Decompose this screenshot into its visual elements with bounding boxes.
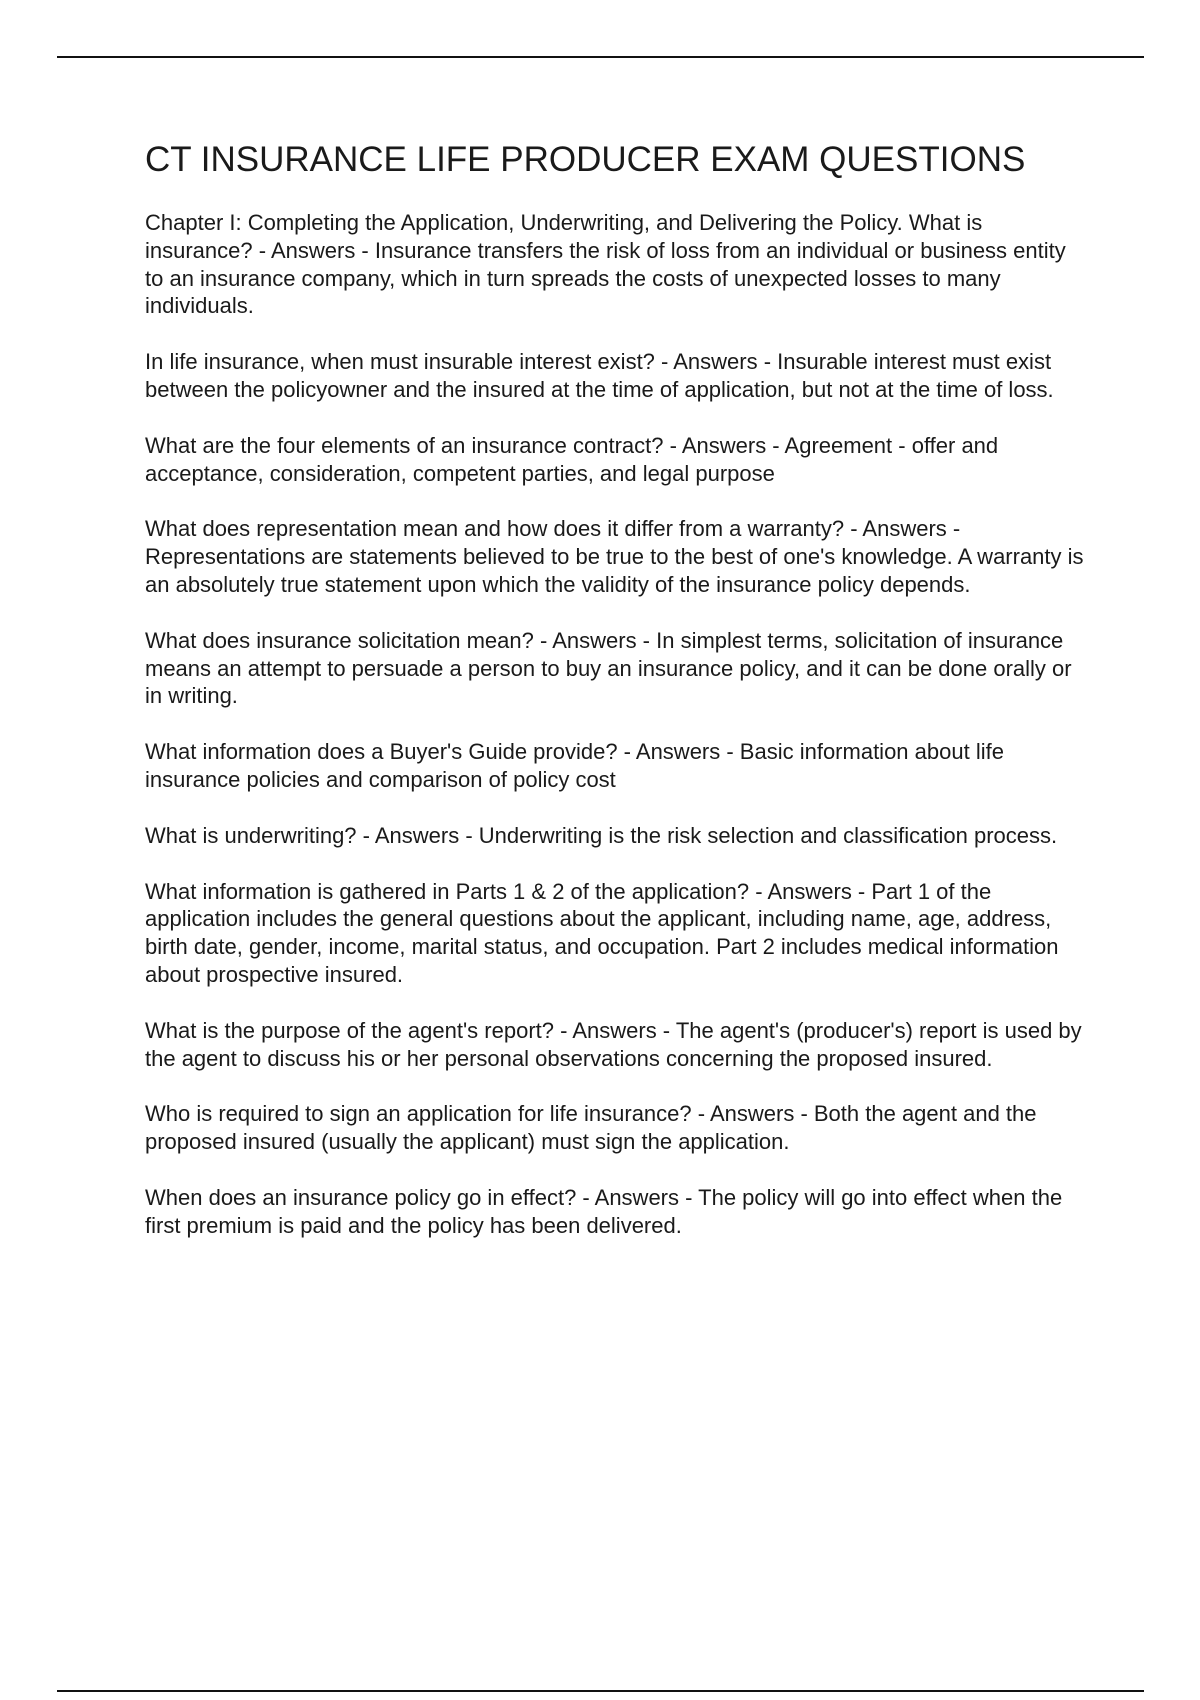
qa-paragraph: When does an insurance policy go in effect? - Answers - The policy will go into effect when the first premium is paid and the policy has been delivered. xyxy=(145,1184,1063,1238)
qa-paragraph: What are the four elements of an insurance contract? - Answers - Agreement - offer and acceptance, consideration, competent parties, and legal purpose xyxy=(145,432,999,486)
qa-paragraph: In life insurance, when must insurable interest exist? - Answers - Insurable interest must exist between the policyowner and the insured at the time of application, but not at the time of loss. xyxy=(145,349,1054,402)
qa-paragraph: What does insurance solicitation mean? - Answers - In simplest terms, solicitation of insurance means an attempt to persuade a person to buy an insurance policy, and it can be done orally or in writing. xyxy=(145,627,1072,709)
document-title: CT INSURANCE LIFE PRODUCER EXAM QUESTIONS xyxy=(145,140,1026,179)
qa-paragraph: What information is gathered in Parts 1 & 2 of the application? - Answers - Part 1 of the application includes the general questions about the applicant, including name, age, address, birth date, gender, income, marital status, and occupation. Part 2 includes medical information about prospective insured. xyxy=(145,878,1059,987)
qa-paragraph: Chapter I: Completing the Application, Underwriting, and Delivering the Policy. What is insurance? - Answers - Insurance transfers the risk of loss from an individual or business entity to an insurance company, which in turn spreads the costs of unexpected losses to many individuals. xyxy=(145,210,1066,319)
qa-paragraph: What is underwriting? - Answers - Underwriting is the risk selection and classification process. xyxy=(145,822,1058,848)
qa-paragraph: What information does a Buyer's Guide provide? - Answers - Basic information about life insurance policies and comparison of policy cost xyxy=(145,739,1004,792)
qa-paragraph: What does representation mean and how does it differ from a warranty? - Answers - Representations are statements believed to be true to the best of one's knowledge. A warranty is an absolutely true statement upon which the validity of the insurance policy depends. xyxy=(145,516,1084,597)
document-body xyxy=(145,140,1090,1268)
qa-paragraph: What is the purpose of the agent's report? - Answers - The agent's (producer's) report is used by the agent to discuss his or her personal observations concerning the proposed insured. xyxy=(145,1017,1082,1071)
qa-paragraph: Who is required to sign an application for life insurance? - Answers - Both the agent and the proposed insured (usually the applicant) must sign the application. xyxy=(145,1101,1037,1155)
bottom-divider xyxy=(57,1690,1144,1692)
top-divider xyxy=(57,56,1144,58)
